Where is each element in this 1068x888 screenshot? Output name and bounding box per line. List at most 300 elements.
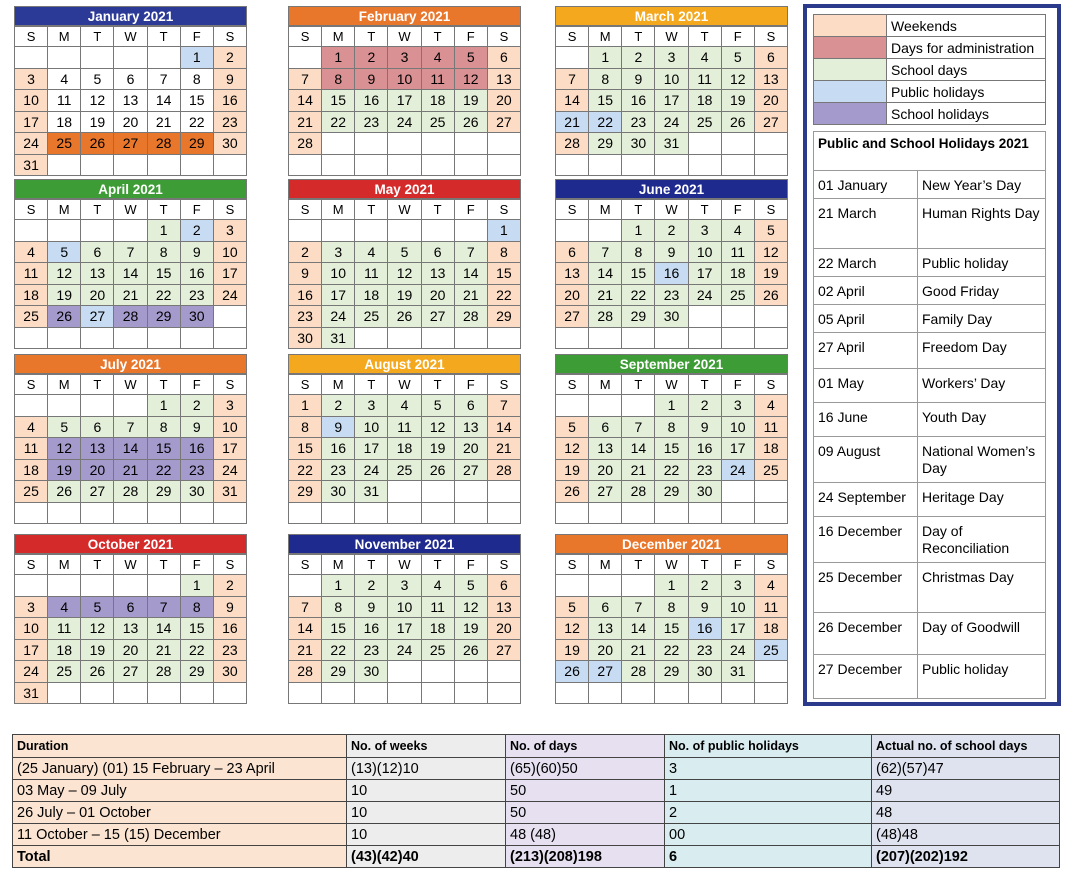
weekday-header: S <box>214 200 247 220</box>
empty-day-cell <box>81 503 114 525</box>
empty-day-cell <box>455 133 488 155</box>
calendar-day: 6 <box>755 47 788 69</box>
calendar-day: 14 <box>148 618 181 640</box>
empty-day-cell <box>48 155 81 177</box>
calendar-day: 22 <box>655 640 688 662</box>
calendar-day: 22 <box>148 285 181 307</box>
weekday-header: S <box>289 27 322 47</box>
calendar-day: 28 <box>148 133 181 155</box>
legend-panel <box>803 4 1061 706</box>
empty-day-cell <box>589 503 622 525</box>
calendar-day: 21 <box>589 285 622 307</box>
calendar-day: 18 <box>422 618 455 640</box>
calendar-day: 17 <box>388 90 421 112</box>
calendar-day: 4 <box>422 47 455 69</box>
weekday-header: T <box>689 555 722 575</box>
header-days: No. of days <box>506 735 665 758</box>
weekday-header: S <box>214 27 247 47</box>
summary-cell: 10 <box>347 780 506 802</box>
calendar-day: 13 <box>114 90 147 112</box>
empty-day-cell <box>322 155 355 177</box>
calendar-day: 28 <box>114 306 147 328</box>
calendar-day: 1 <box>322 47 355 69</box>
weekday-header: S <box>289 555 322 575</box>
summary-cell: 03 May – 09 July <box>13 780 347 802</box>
calendar-day: 1 <box>622 220 655 242</box>
empty-day-cell <box>689 155 722 177</box>
calendar-day: 26 <box>455 112 488 134</box>
empty-day-cell <box>422 133 455 155</box>
calendar-day: 14 <box>622 438 655 460</box>
summary-cell: 48 <box>872 802 1060 824</box>
weekday-header: W <box>388 375 421 395</box>
legend-swatch <box>814 37 887 59</box>
calendar-day: 23 <box>655 285 688 307</box>
calendar-day: 6 <box>81 242 114 264</box>
weekday-header: T <box>355 200 388 220</box>
calendar-day: 20 <box>589 640 622 662</box>
holiday-date: 21 March <box>814 199 918 249</box>
holiday-date: 26 December <box>814 613 918 655</box>
calendar-day: 22 <box>488 285 521 307</box>
calendar-day: 20 <box>589 460 622 482</box>
month-day-grid <box>288 554 521 704</box>
holiday-name: Public holiday <box>918 655 1046 699</box>
calendar-day: 11 <box>422 597 455 619</box>
calendar-day: 5 <box>722 47 755 69</box>
summary-row <box>13 802 1060 824</box>
calendar-day: 16 <box>181 438 214 460</box>
calendar-day: 17 <box>722 618 755 640</box>
calendar-day: 21 <box>114 285 147 307</box>
month-day-grid <box>14 199 247 349</box>
weekday-header: T <box>689 27 722 47</box>
holiday-name: Workers’ Day <box>918 369 1046 403</box>
empty-day-cell <box>48 503 81 525</box>
calendar-day: 22 <box>589 112 622 134</box>
calendar-day: 16 <box>322 438 355 460</box>
calendar-day: 2 <box>214 47 247 69</box>
calendar-day: 26 <box>48 481 81 503</box>
summary-cell: 10 <box>347 824 506 846</box>
calendar-day: 13 <box>455 417 488 439</box>
calendar-day: 8 <box>148 417 181 439</box>
empty-day-cell <box>488 133 521 155</box>
calendar-day: 20 <box>455 438 488 460</box>
weekday-header: S <box>556 200 589 220</box>
calendar-day: 29 <box>589 133 622 155</box>
calendar-day: 24 <box>655 112 688 134</box>
month-title: March 2021 <box>555 6 788 26</box>
summary-cell: (48)48 <box>872 824 1060 846</box>
empty-day-cell <box>214 155 247 177</box>
calendar-day: 6 <box>422 242 455 264</box>
calendar-day: 16 <box>689 618 722 640</box>
empty-day-cell <box>755 503 788 525</box>
weekday-header: T <box>81 200 114 220</box>
calendar-day: 17 <box>15 640 48 662</box>
calendar-day: 27 <box>422 306 455 328</box>
weekday-header: S <box>755 375 788 395</box>
calendar-day: 14 <box>114 438 147 460</box>
calendar-day: 28 <box>488 460 521 482</box>
empty-day-cell <box>388 683 421 705</box>
calendar-day: 8 <box>589 69 622 91</box>
month-calendar <box>555 179 788 349</box>
calendar-day: 15 <box>322 618 355 640</box>
empty-day-cell <box>455 220 488 242</box>
calendar-day: 10 <box>322 263 355 285</box>
calendar-day: 13 <box>114 618 147 640</box>
month-title: December 2021 <box>555 534 788 554</box>
legend-item <box>814 59 1046 81</box>
calendar-day: 3 <box>355 395 388 417</box>
empty-day-cell <box>556 328 589 350</box>
empty-day-cell <box>214 683 247 705</box>
calendar-day: 10 <box>388 597 421 619</box>
month-calendar <box>555 354 788 524</box>
calendar-day: 19 <box>81 112 114 134</box>
empty-day-cell <box>622 155 655 177</box>
empty-day-cell <box>622 575 655 597</box>
empty-day-cell <box>289 47 322 69</box>
calendar-day: 3 <box>214 220 247 242</box>
weekday-header: S <box>15 375 48 395</box>
holiday-row <box>814 403 1046 437</box>
empty-day-cell <box>181 503 214 525</box>
calendar-day: 2 <box>622 47 655 69</box>
summary-header-row <box>13 735 1060 758</box>
empty-day-cell <box>81 47 114 69</box>
calendar-day: 7 <box>114 242 147 264</box>
weekday-header: S <box>488 555 521 575</box>
calendar-day: 29 <box>622 306 655 328</box>
month-calendar <box>288 534 521 704</box>
total-label: Total <box>13 846 347 868</box>
summary-cell: (13)(12)10 <box>347 758 506 780</box>
month-day-grid <box>555 554 788 704</box>
empty-day-cell <box>556 47 589 69</box>
calendar-day: 7 <box>114 417 147 439</box>
calendar-day: 30 <box>622 133 655 155</box>
empty-day-cell <box>655 155 688 177</box>
weekday-header: S <box>214 555 247 575</box>
calendar-day: 10 <box>15 90 48 112</box>
legend-label: Weekends <box>887 15 1046 37</box>
legend-item <box>814 81 1046 103</box>
calendar-day: 23 <box>689 460 722 482</box>
holiday-row <box>814 305 1046 333</box>
calendar-day: 2 <box>181 395 214 417</box>
calendar-day: 21 <box>148 640 181 662</box>
calendar-day: 9 <box>214 597 247 619</box>
calendar-day: 22 <box>322 640 355 662</box>
calendar-day: 2 <box>689 395 722 417</box>
summary-cell: 11 October – 15 (15) December <box>13 824 347 846</box>
summary-cell: 00 <box>665 824 872 846</box>
calendar-day: 16 <box>214 90 247 112</box>
weekday-header: W <box>655 27 688 47</box>
calendar-day: 10 <box>214 417 247 439</box>
calendar-day: 17 <box>322 285 355 307</box>
empty-day-cell <box>589 395 622 417</box>
empty-day-cell <box>422 328 455 350</box>
legend-label: Public holidays <box>887 81 1046 103</box>
weekday-header: T <box>622 27 655 47</box>
weekday-header: W <box>114 375 147 395</box>
holiday-date: 09 August <box>814 437 918 483</box>
calendar-day: 8 <box>488 242 521 264</box>
empty-day-cell <box>15 47 48 69</box>
calendar-day: 26 <box>556 481 589 503</box>
empty-day-cell <box>289 575 322 597</box>
summary-cell: (62)(57)47 <box>872 758 1060 780</box>
calendar-day: 30 <box>214 661 247 683</box>
summary-row <box>13 780 1060 802</box>
empty-day-cell <box>556 503 589 525</box>
weekday-header: F <box>455 27 488 47</box>
calendar-day: 4 <box>422 575 455 597</box>
weekday-header: T <box>622 555 655 575</box>
calendar-day: 7 <box>589 242 622 264</box>
weekday-header: T <box>355 555 388 575</box>
calendar-day: 26 <box>455 640 488 662</box>
calendar-day: 21 <box>488 438 521 460</box>
weekday-header: F <box>455 375 488 395</box>
calendar-day: 1 <box>322 575 355 597</box>
calendar-day: 8 <box>181 597 214 619</box>
calendar-day: 18 <box>48 640 81 662</box>
calendar-day: 3 <box>214 395 247 417</box>
calendar-day: 30 <box>322 481 355 503</box>
calendar-day: 11 <box>48 618 81 640</box>
calendar-day: 6 <box>114 597 147 619</box>
empty-day-cell <box>556 395 589 417</box>
month-day-grid <box>555 199 788 349</box>
calendar-day: 27 <box>488 112 521 134</box>
weekday-header: F <box>455 555 488 575</box>
empty-day-cell <box>181 328 214 350</box>
calendar-day: 18 <box>722 263 755 285</box>
empty-day-cell <box>655 328 688 350</box>
empty-day-cell <box>488 683 521 705</box>
calendar-day: 26 <box>388 306 421 328</box>
calendar-day: 9 <box>355 597 388 619</box>
calendar-day: 3 <box>655 47 688 69</box>
legend-swatch <box>814 103 887 125</box>
calendar-day: 15 <box>148 263 181 285</box>
weekday-header: T <box>422 27 455 47</box>
calendar-day: 2 <box>689 575 722 597</box>
empty-day-cell <box>81 575 114 597</box>
calendar-day: 28 <box>289 661 322 683</box>
empty-day-cell <box>48 575 81 597</box>
calendar-day: 25 <box>48 661 81 683</box>
calendar-day: 9 <box>622 69 655 91</box>
calendar-day: 8 <box>622 242 655 264</box>
calendar-day: 18 <box>388 438 421 460</box>
calendar-day: 11 <box>755 417 788 439</box>
month-title: February 2021 <box>288 6 521 26</box>
calendar-day: 18 <box>15 460 48 482</box>
holiday-name: Christmas Day <box>918 563 1046 613</box>
holiday-row <box>814 277 1046 305</box>
holiday-row <box>814 655 1046 699</box>
calendar-day: 16 <box>355 618 388 640</box>
calendar-day: 6 <box>455 395 488 417</box>
calendar-day: 4 <box>48 69 81 91</box>
calendar-day: 3 <box>388 47 421 69</box>
empty-day-cell <box>15 220 48 242</box>
month-day-grid <box>14 554 247 704</box>
empty-day-cell <box>48 47 81 69</box>
weekday-header: T <box>689 375 722 395</box>
empty-day-cell <box>422 661 455 683</box>
empty-day-cell <box>81 155 114 177</box>
calendar-day: 6 <box>81 417 114 439</box>
weekday-header: M <box>322 200 355 220</box>
weekday-header: M <box>589 27 622 47</box>
calendar-day: 19 <box>48 285 81 307</box>
calendar-day: 6 <box>488 47 521 69</box>
calendar-day: 27 <box>488 640 521 662</box>
calendar-day: 5 <box>455 47 488 69</box>
calendar-day: 23 <box>622 112 655 134</box>
empty-day-cell <box>422 503 455 525</box>
calendar-day: 27 <box>114 661 147 683</box>
empty-day-cell <box>388 155 421 177</box>
calendar-day: 2 <box>355 575 388 597</box>
calendar-day: 1 <box>148 220 181 242</box>
calendar-day: 30 <box>214 133 247 155</box>
holiday-row <box>814 483 1046 517</box>
calendar-day: 26 <box>755 285 788 307</box>
holiday-date: 22 March <box>814 249 918 277</box>
weekday-header: M <box>322 555 355 575</box>
calendar-day: 6 <box>589 417 622 439</box>
empty-day-cell <box>689 133 722 155</box>
calendar-day: 5 <box>48 417 81 439</box>
empty-day-cell <box>355 133 388 155</box>
calendar-day: 19 <box>722 90 755 112</box>
calendar-day: 13 <box>488 69 521 91</box>
header-weeks: No. of weeks <box>347 735 506 758</box>
calendar-day: 12 <box>81 618 114 640</box>
calendar-day: 12 <box>48 438 81 460</box>
calendar-day: 18 <box>689 90 722 112</box>
empty-day-cell <box>422 155 455 177</box>
weekday-header: W <box>655 555 688 575</box>
calendar-day: 12 <box>81 90 114 112</box>
calendar-day: 21 <box>289 640 322 662</box>
calendar-day: 23 <box>181 460 214 482</box>
calendar-day: 3 <box>15 597 48 619</box>
calendar-day: 28 <box>114 481 147 503</box>
calendar-day: 10 <box>722 597 755 619</box>
calendar-day: 20 <box>81 285 114 307</box>
holiday-name: Good Friday <box>918 277 1046 305</box>
weekday-header: S <box>488 27 521 47</box>
weekday-header: M <box>589 555 622 575</box>
calendar-day: 9 <box>181 417 214 439</box>
empty-day-cell <box>322 133 355 155</box>
calendar-day: 12 <box>48 263 81 285</box>
calendar-day: 8 <box>655 597 688 619</box>
weekday-header: S <box>15 27 48 47</box>
calendar-day: 13 <box>81 438 114 460</box>
calendar-day: 23 <box>355 640 388 662</box>
empty-day-cell <box>148 683 181 705</box>
calendar-day: 7 <box>289 597 322 619</box>
empty-day-cell <box>556 575 589 597</box>
weekday-header: W <box>655 375 688 395</box>
calendar-day: 8 <box>181 69 214 91</box>
holiday-row <box>814 613 1046 655</box>
calendar-day: 1 <box>289 395 322 417</box>
weekday-header: S <box>755 27 788 47</box>
calendar-day: 22 <box>655 460 688 482</box>
holiday-name: Youth Day <box>918 403 1046 437</box>
empty-day-cell <box>81 683 114 705</box>
calendar-day: 19 <box>455 618 488 640</box>
calendar-day: 5 <box>422 395 455 417</box>
calendar-day: 30 <box>655 306 688 328</box>
calendar-day: 9 <box>289 263 322 285</box>
holiday-row <box>814 249 1046 277</box>
calendar-day: 9 <box>181 242 214 264</box>
calendar-day: 25 <box>689 112 722 134</box>
holiday-date: 16 June <box>814 403 918 437</box>
calendar-day: 11 <box>755 597 788 619</box>
month-calendar <box>14 534 247 704</box>
calendar-day: 20 <box>422 285 455 307</box>
calendar-day: 3 <box>322 242 355 264</box>
calendar-day: 28 <box>455 306 488 328</box>
calendar-day: 9 <box>655 242 688 264</box>
calendar-day: 28 <box>289 133 322 155</box>
calendar-day: 27 <box>755 112 788 134</box>
calendar-day: 4 <box>755 395 788 417</box>
calendar-day: 21 <box>114 460 147 482</box>
calendar-day: 6 <box>589 597 622 619</box>
calendar-day: 16 <box>655 263 688 285</box>
weekday-header: T <box>689 200 722 220</box>
weekday-header: T <box>355 27 388 47</box>
empty-day-cell <box>388 133 421 155</box>
month-calendar <box>14 179 247 349</box>
calendar-day: 10 <box>355 417 388 439</box>
empty-day-cell <box>422 220 455 242</box>
empty-day-cell <box>722 503 755 525</box>
calendar-day: 17 <box>15 112 48 134</box>
summary-cell: 3 <box>665 758 872 780</box>
legend-item <box>814 103 1046 125</box>
summary-row <box>13 824 1060 846</box>
holiday-date: 05 April <box>814 305 918 333</box>
calendar-day: 7 <box>622 417 655 439</box>
calendar-day: 2 <box>355 47 388 69</box>
month-day-grid <box>288 26 521 176</box>
empty-day-cell <box>214 306 247 328</box>
calendar-day: 15 <box>289 438 322 460</box>
calendar-day: 10 <box>15 618 48 640</box>
empty-day-cell <box>589 155 622 177</box>
calendar-day: 19 <box>455 90 488 112</box>
calendar-day: 21 <box>455 285 488 307</box>
month-day-grid <box>288 374 521 524</box>
weekday-header: F <box>181 555 214 575</box>
empty-day-cell <box>689 683 722 705</box>
